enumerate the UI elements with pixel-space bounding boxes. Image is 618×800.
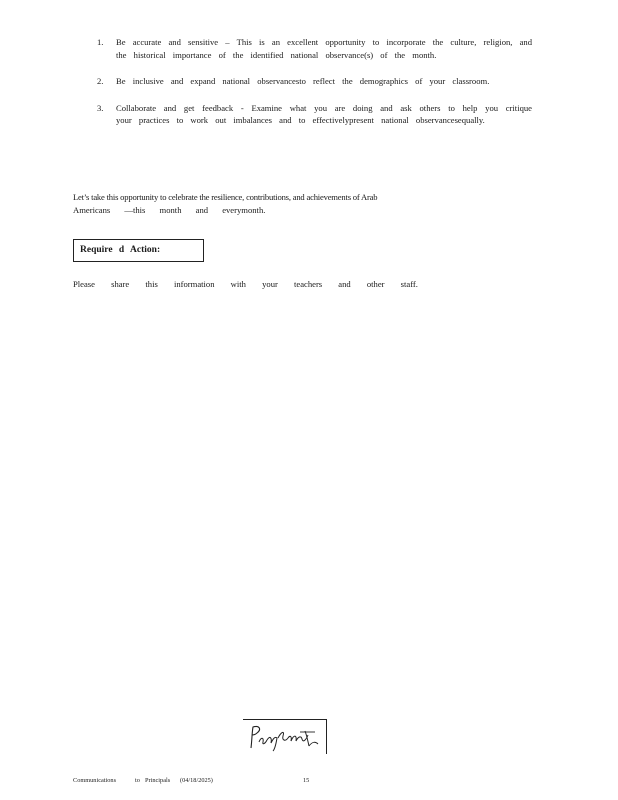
list-item-text: Be inclusive and expand national observancesto reflect the demographics of your classroom. [116, 76, 490, 86]
list-item-number: 2. [97, 76, 104, 86]
footer-to: to [135, 777, 140, 784]
list-item-text: Collaborate and get feedback - Examine what you are doing and ask others to help you critique your practices to work out imbalances and to effectivelypresent national observancesequally. [116, 102, 532, 125]
handwritten-signature-icon [245, 722, 323, 752]
signature-box [243, 719, 327, 754]
list-item-number: 3. [97, 102, 104, 113]
list-item [92, 75, 532, 88]
footer-audience: Principals [145, 777, 171, 784]
closing-line-1: Let’s take this opportunity to celebrate the resilience, contributions, and achievements of Arab [73, 192, 378, 202]
closing-paragraph [73, 191, 403, 216]
recommendations-list [92, 36, 532, 127]
instruction-text: Please share this information with your teachers and other staff. [73, 279, 418, 289]
list-item [92, 102, 532, 127]
closing-line-2: Americans —this month and everymonth. [73, 204, 266, 215]
required-action-heading: Require d Action: [73, 239, 204, 262]
footer-date: (04/18/2025) [180, 777, 213, 784]
list-item-number: 1. [97, 37, 104, 47]
list-item-text: Be accurate and sensitive – This is an excellent opportunity to incorporate the culture, religion, and the historical importance of the identified national observance(s) of the month. [116, 37, 532, 60]
page-number: 15 [303, 777, 310, 784]
footer-source: Communications [73, 777, 117, 784]
list-item [92, 36, 532, 61]
